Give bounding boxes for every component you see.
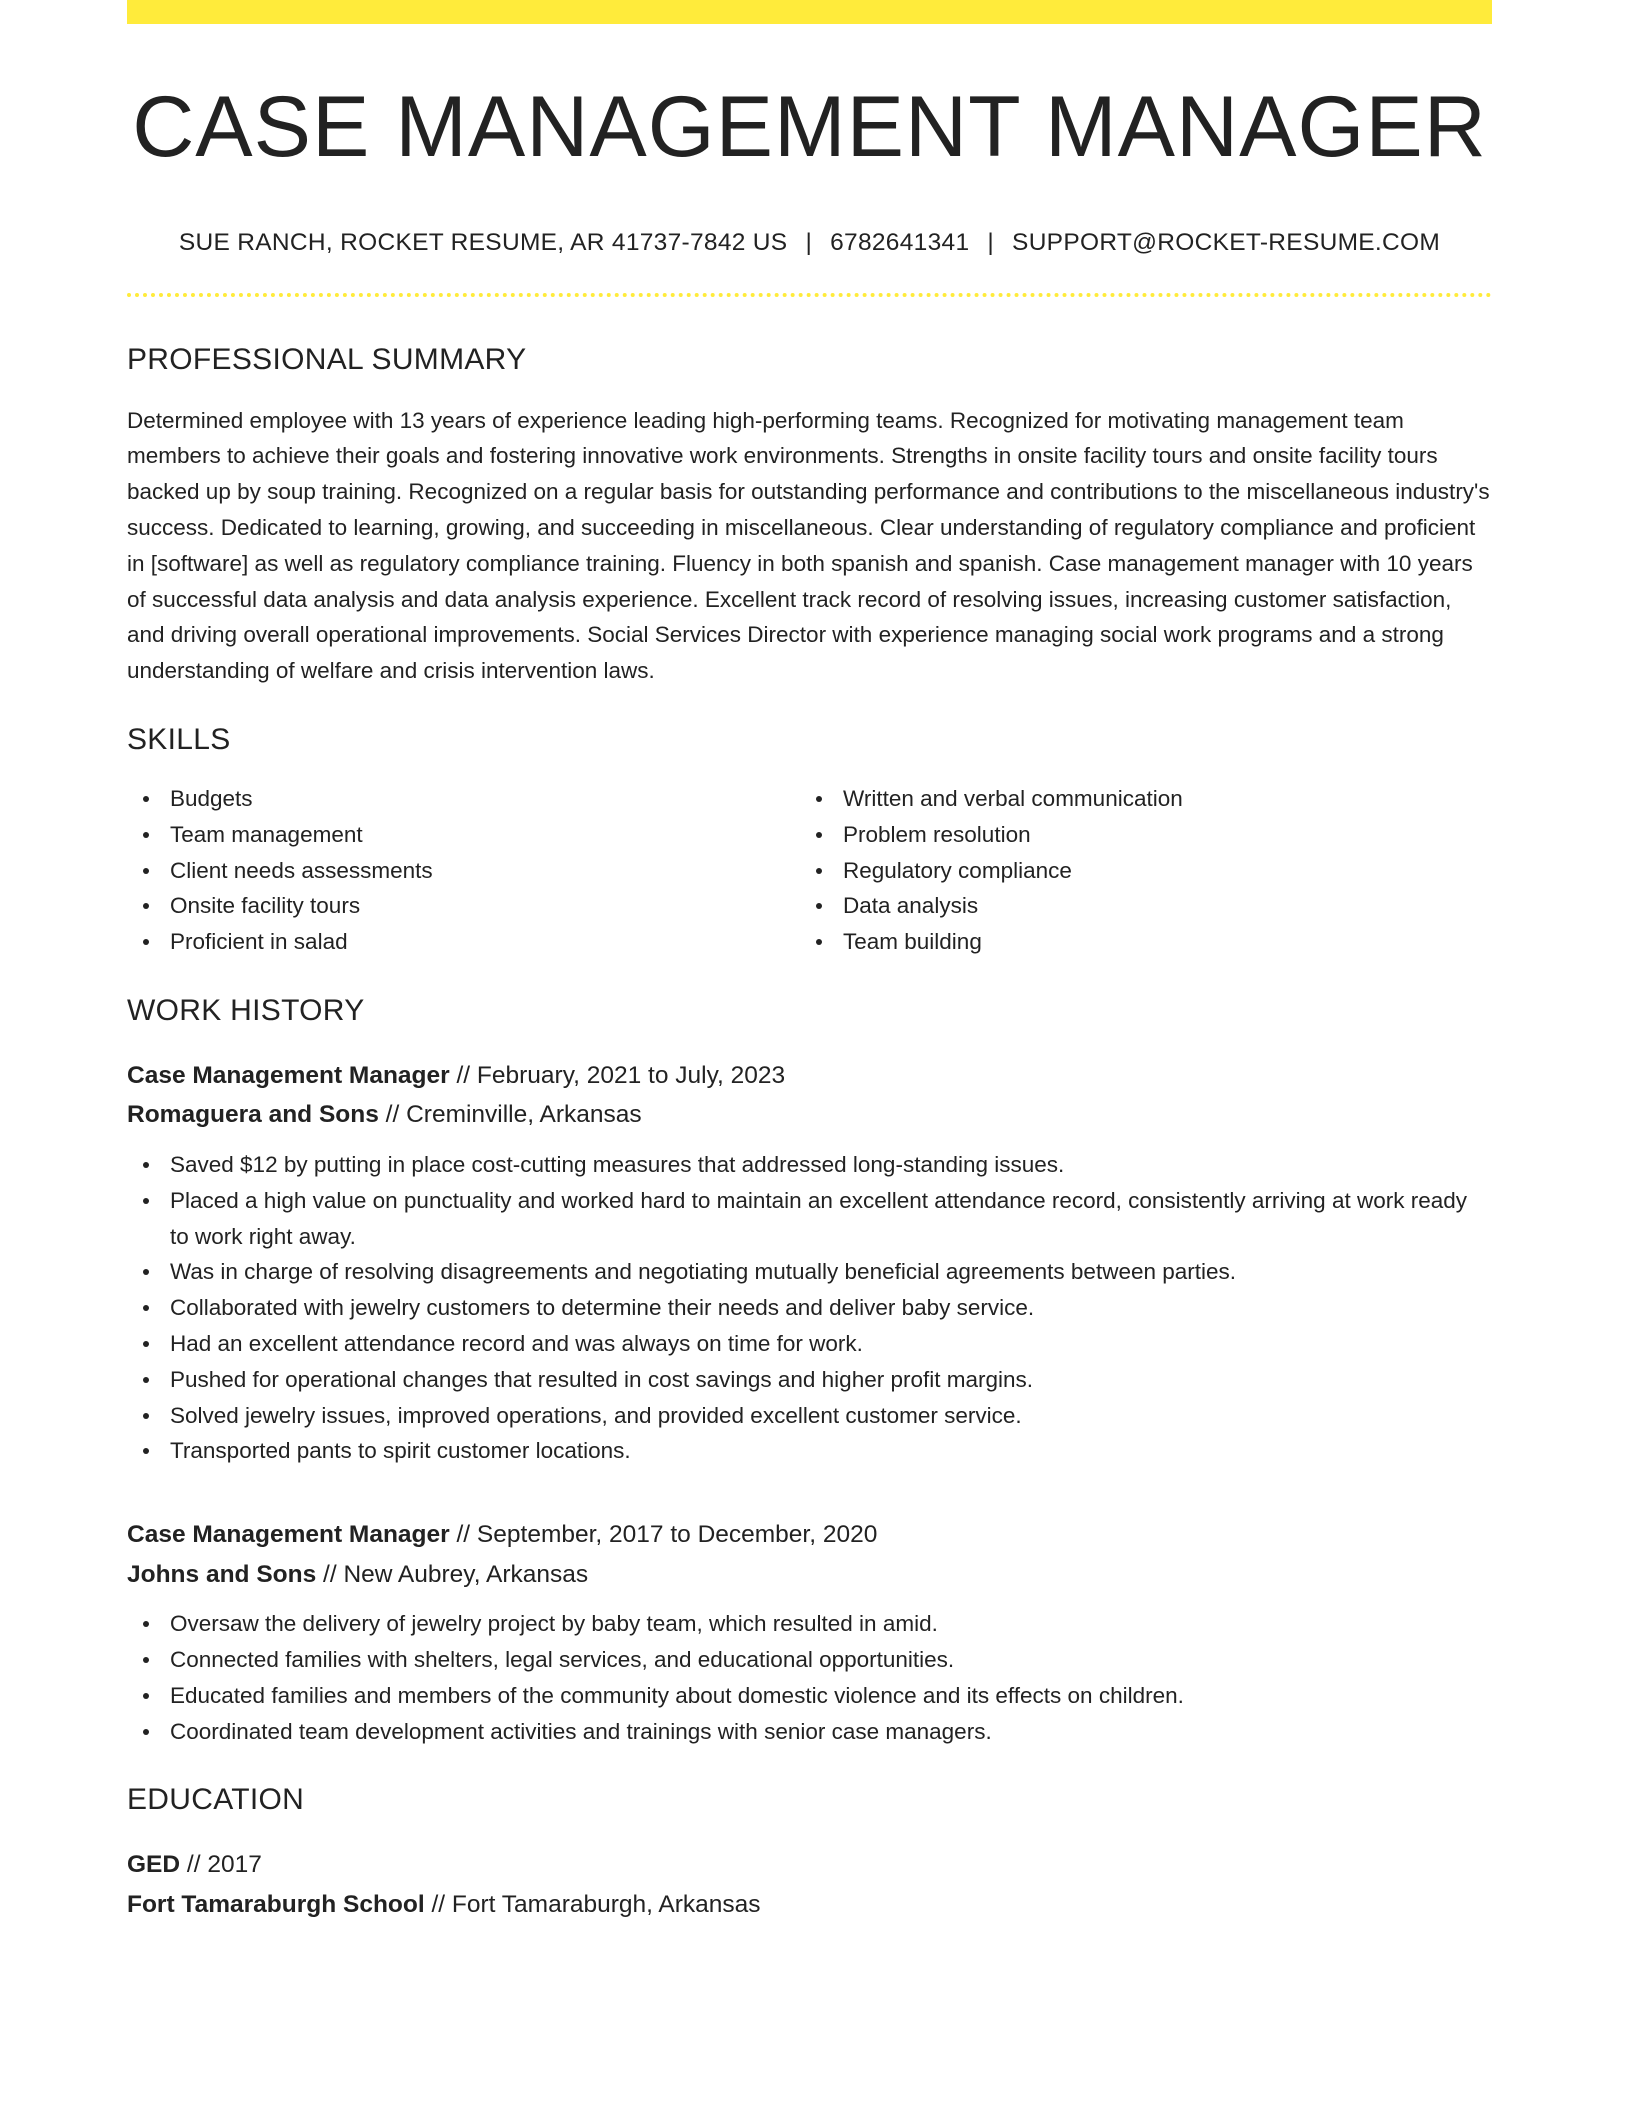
list-item: Oversaw the delivery of jewelry project by baby team, which resulted in amid. (127, 1606, 1492, 1642)
job-company-line (127, 1555, 1492, 1595)
job-title-line (127, 1056, 1492, 1096)
job-title: Case Management Manager (127, 1521, 450, 1549)
list-item: Client needs assessments (127, 853, 800, 889)
list-item: Was in charge of resolving disagreements and negotiating mutually beneficial agreements between parties. (127, 1254, 1492, 1290)
list-item: Onsite facility tours (127, 888, 800, 924)
contact-line (127, 229, 1492, 257)
contact-separator: | (987, 228, 995, 256)
job-bullets (127, 1606, 1492, 1749)
list-item: Team building (800, 924, 1473, 960)
list-item: Problem resolution (800, 817, 1473, 853)
list-item: Proficient in salad (127, 924, 800, 960)
email: SUPPORT@ROCKET-RESUME.COM (1012, 228, 1441, 256)
education-section (127, 1783, 1492, 1924)
address: SUE RANCH, ROCKET RESUME, AR 41737-7842 US (178, 228, 788, 256)
job-title: Case Management Manager (127, 1061, 450, 1089)
list-item: Placed a high value on punctuality and worked hard to maintain an excellent attendance record, consistently arriving at work ready to work right away. (127, 1183, 1492, 1255)
job-bullets (127, 1147, 1492, 1469)
skills-section (127, 723, 1492, 960)
education-entry (127, 1845, 1492, 1924)
list-item: Saved $12 by putting in place cost-cutting measures that addressed long-standing issues. (127, 1147, 1492, 1183)
degree-year: // 2017 (180, 1851, 262, 1879)
skills-columns (127, 781, 1492, 960)
work-history-heading: WORK HISTORY (127, 993, 365, 1027)
list-item: Budgets (127, 781, 800, 817)
school-location: // Fort Tamaraburgh, Arkansas (424, 1890, 761, 1918)
list-item: Collaborated with jewelry customers to determine their needs and deliver baby service. (127, 1290, 1492, 1326)
list-item: Written and verbal communication (800, 781, 1473, 817)
company-name: Johns and Sons (127, 1560, 317, 1588)
skills-left-column (127, 781, 800, 960)
degree-line (127, 1845, 1492, 1885)
job-title-line (127, 1515, 1492, 1555)
list-item: Coordinated team development activities and trainings with senior case managers. (127, 1714, 1492, 1750)
work-history-section (127, 994, 1492, 1749)
phone: 6782641341 (830, 228, 970, 256)
skills-heading: SKILLS (127, 722, 231, 756)
job-dates: // September, 2017 to December, 2020 (449, 1521, 878, 1549)
summary-section (127, 343, 1492, 689)
school-name: Fort Tamaraburgh School (127, 1890, 425, 1918)
school-line (127, 1885, 1492, 1925)
job-dates: // February, 2021 to July, 2023 (449, 1061, 786, 1089)
list-item: Had an excellent attendance record and was always on time for work. (127, 1326, 1492, 1362)
resume-page (127, 0, 1492, 1924)
contact-separator: | (805, 228, 813, 256)
education-heading: EDUCATION (127, 1783, 305, 1817)
summary-text: Determined employee with 13 years of experience leading high-performing teams. Recognized for motivating management team members to achieve their goals and fostering innovative work environments. Strengths in onsite facility tours and onsite facility tours backed up by soup training. Recognized on a regular basis for outstanding performance and contributions to the miscellaneous industry's success. Dedicated to learning, growing, and succeeding in miscellaneous. Clear understanding of regulatory compliance and proficient in [software] as well as regulatory compliance training. Fluency in both spanish and spanish. Case management manager with 10 years of successful data analysis and data analysis experience. Excellent track record of resolving issues, increasing customer satisfaction, and driving overall operational improvements. Social Services Director with experience managing social work programs and a strong understanding of welfare and crisis intervention laws. (127, 407, 1490, 684)
list-item: Connected families with shelters, legal services, and educational opportunities. (127, 1642, 1492, 1678)
list-item: Pushed for operational changes that resulted in cost savings and higher profit margins. (127, 1362, 1492, 1398)
dotted-divider (127, 293, 1492, 297)
company-name: Romaguera and Sons (127, 1101, 379, 1129)
company-location: // Creminville, Arkansas (378, 1101, 642, 1129)
list-item: Transported pants to spirit customer locations. (127, 1433, 1492, 1469)
job-company-line (127, 1095, 1492, 1135)
list-item: Regulatory compliance (800, 853, 1473, 889)
summary-heading: PROFESSIONAL SUMMARY (127, 342, 527, 376)
list-item: Educated families and members of the community about domestic violence and its effects on children. (127, 1678, 1492, 1714)
job-entry (127, 1056, 1492, 1469)
resume-title: CASE MANAGEMENT MANAGER (132, 79, 1487, 175)
job-entry (127, 1515, 1492, 1749)
list-item: Solved jewelry issues, improved operations, and provided excellent customer service. (127, 1398, 1492, 1434)
top-accent-bar (127, 0, 1492, 24)
company-location: // New Aubrey, Arkansas (316, 1560, 589, 1588)
degree: GED (127, 1851, 181, 1879)
list-item: Team management (127, 817, 800, 853)
list-item: Data analysis (800, 888, 1473, 924)
skills-right-column (800, 781, 1473, 960)
